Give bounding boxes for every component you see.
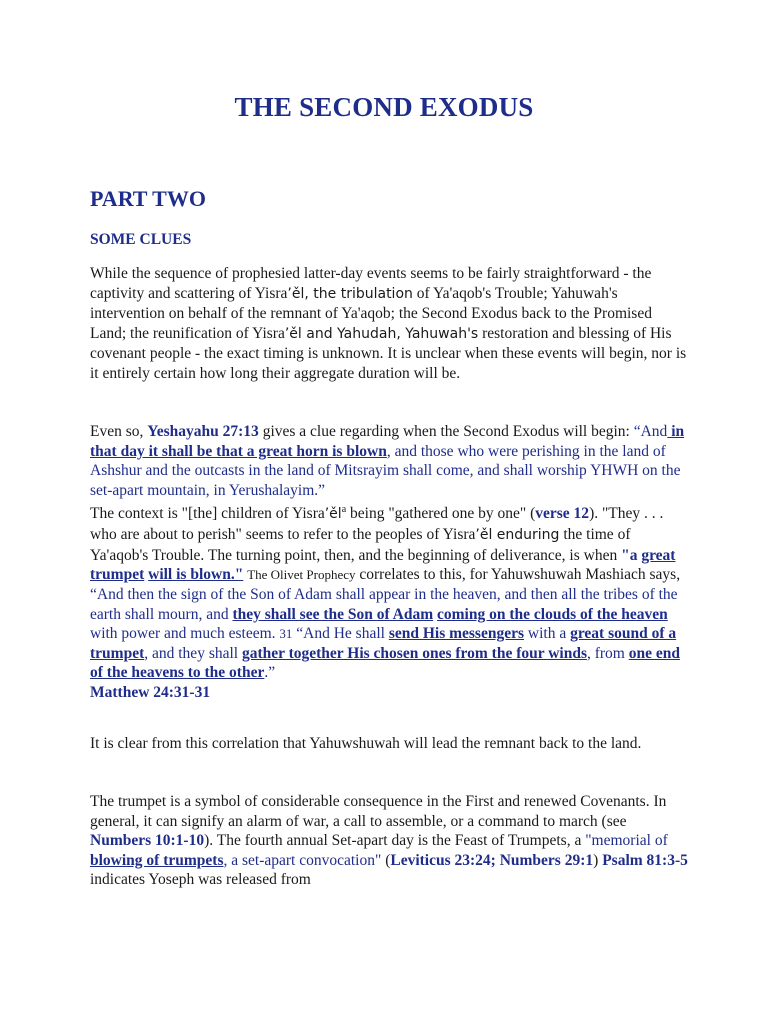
document-title: THE SECOND EXODUS — [234, 92, 534, 122]
emphasis-underline: gather together His chosen ones from the four winds — [241, 644, 587, 662]
emphasis-underline: send His messengers — [388, 625, 525, 643]
emphasis-underline: in that day it shall be that a great horn is blown — [90, 423, 685, 460]
paragraph-2: Even so, Yeshayahu 27:13 gives a clue regarding when the Second Exodus will begin: “And in that day it shall be that a great horn is blown, and those who were perishing in the land of Ashshur and the outcasts in the land of Mitsrayim shall come, and shall worship YHWH on the set-apart mountain, in Yerushalayim.” The context is "[the] children of $Yisra’ěl^a$ being "gathered one by one" (verse 12). "They . . . who are about to perish" seems to refer to the peoples of Yisra’ěl enduring the time of Ya'aqob's Trouble. The turning point, then, and the beginning of deliverance, is when "a great trumpet will is blown." The Olivet Prophecy correlates to this, for Yahuwshuwah Mashiach says, “And then the sign of the Son of Adam shall appear in the heaven, and then all the tribes of the earth shall mourn, and they shall see the Son of Adam coming on the clouds of the heaven with power and much esteem. 31 “And He shall send His messengers with a great sound of a trumpet, and they shall gather together His chosen ones from the four winds, from one end of the heavens to the other.” Matthew 24:31-31 — [90, 423, 685, 701]
section-heading: SOME CLUES — [90, 231, 192, 248]
paragraph-4: The trumpet is a symbol of considerable consequence in the First and renewed Covenants. In general, it can signify an alarm of war, a call to assemble, or a command to march (see Numbers 10:1-10). The fourth annual Set-apart day is the Feast of Trumpets, a "memorial of blowing of trumpets, a set-apart convocation" (Leviticus 23:24; Numbers 29:1) Psalm 81:3-5 indicates Yoseph was released from — [90, 793, 688, 889]
emphasis-underline: coming on the clouds of the heaven — [437, 605, 668, 623]
part-heading: PART TWO — [90, 186, 206, 211]
emphasis-underline: they shall see the Son of Adam — [232, 605, 434, 623]
verse-number: 31 — [279, 626, 293, 642]
paragraph-1: While the sequence of prophesied latter-day events seems to be fairly straightforward - the captivity and scattering of Yisra’ěl, the tribulation of Ya'aqob's Trouble; Yahuwah's intervention on behalf of the remnant of Ya'aqob; the Second Exodus back to the Promised Land; the reunification of Yisra’ěl and Yahudah, Yahuwah's restoration and blessing of His covenant people - the exact timing is unknown. It is unclear when these events will begin, nor is it entirely certain how long their aggregate duration will be. — [90, 265, 687, 382]
emphasis-underline: great trumpet — [90, 546, 676, 584]
scripture-ref: Yeshayahu 27:13 — [147, 423, 259, 440]
emphasis-underline: great sound of a trumpet — [90, 625, 677, 662]
emphasis-underline: will is blown." — [148, 566, 244, 584]
paragraph-3: It is clear from this correlation that Yahuwshuwah will lead the remnant back to the land. — [90, 735, 642, 752]
scripture-ref: Leviticus 23:24; Numbers 29:1 — [390, 851, 594, 869]
scripture-ref: Numbers 10:1-10 — [90, 832, 205, 850]
emphasis-underline: one end of the heavens to the other — [90, 644, 680, 682]
scripture-ref: verse 12 — [535, 505, 590, 523]
emphasis-underline: blowing of trumpets — [90, 851, 224, 869]
scripture-ref: Matthew 24:31-31 — [90, 683, 211, 701]
scripture-ref: Psalm 81:3-5 — [602, 851, 688, 869]
